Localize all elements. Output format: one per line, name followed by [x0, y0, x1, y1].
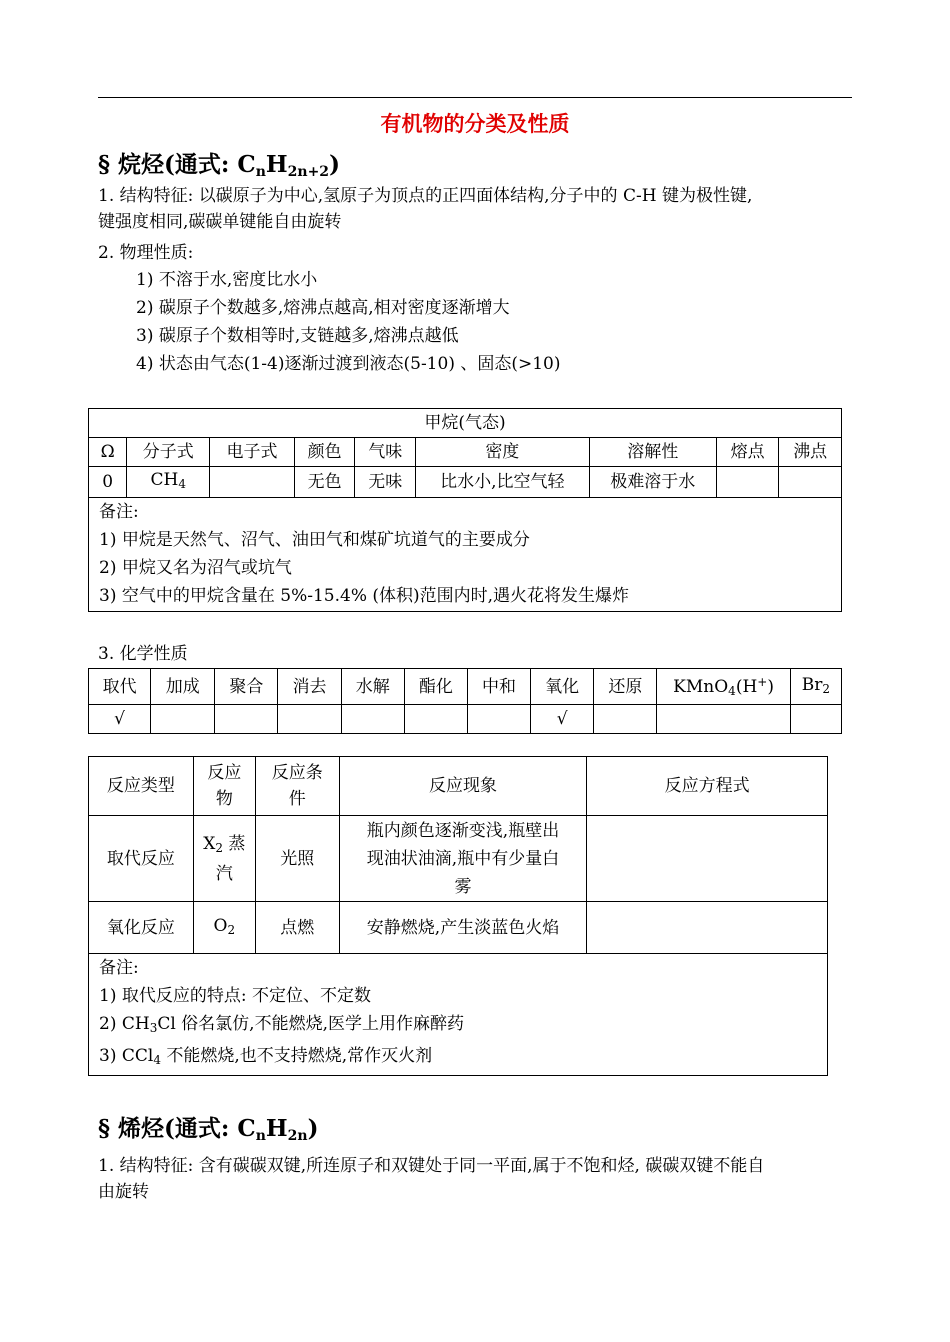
reaction-mark: [151, 705, 215, 734]
reaction-header: 消去: [278, 669, 341, 705]
reactant-text-b: 蒸: [223, 833, 246, 854]
header-cell: 气味: [355, 438, 416, 467]
reaction-header: 中和: [467, 669, 530, 705]
reaction-mark: √: [531, 705, 594, 734]
detail-header-line: 反应: [207, 763, 242, 783]
reaction-mark: [467, 705, 530, 734]
note-sub: 3: [149, 1021, 158, 1035]
detail-phenomenon: [339, 816, 587, 902]
detail-reactant: [193, 816, 255, 902]
kmno4-text: KMnO: [673, 677, 729, 697]
reaction-mark: [404, 705, 467, 734]
methane-notes: [89, 498, 842, 612]
note-text: Cl 俗名氯仿,不能燃烧,医学上用作麻醉药: [157, 1014, 464, 1034]
reactant-sub: 2: [227, 922, 236, 937]
alkene-structure-line2: 由旋转: [98, 1182, 149, 1202]
detail-header-reactant: [193, 757, 255, 816]
data-cell: 无色: [294, 467, 355, 498]
alkene-heading: [98, 1110, 318, 1144]
header-cell: 分子式: [127, 438, 210, 467]
reaction-mark: [278, 705, 341, 734]
formula-text: CH: [150, 470, 179, 490]
reaction-mark: [657, 705, 790, 734]
reaction-table: [88, 668, 842, 734]
note-label: 备注:: [99, 502, 139, 522]
detail-header: 反应方程式: [587, 757, 828, 816]
formula-cell: [127, 467, 210, 498]
detail-header-condition: [255, 757, 339, 816]
physical-title: 2. 物理性质:: [98, 243, 194, 263]
methane-table: [88, 408, 842, 612]
header-cell: Ω: [89, 438, 127, 467]
reaction-mark: [215, 705, 278, 734]
alkane-heading-text: § 烷烃(通式: C: [98, 151, 256, 178]
note-text: 2) CH: [99, 1014, 150, 1034]
detail-reactant: [193, 902, 255, 954]
data-cell: [716, 467, 779, 498]
note-sub: 4: [153, 1053, 161, 1067]
physical-item: 4) 状态由气态(1-4)逐渐过渡到液态(5-10) 、固态(>10): [136, 354, 561, 374]
detail-equation: [587, 816, 828, 902]
header-cell: 沸点: [779, 438, 842, 467]
reaction-mark: [790, 705, 841, 734]
note-item: [99, 1042, 827, 1074]
note-item: 1) 取代反应的特点: 不定位、不定数: [99, 986, 371, 1006]
alkane-heading-h: H: [265, 151, 288, 178]
header-rule: [98, 97, 852, 98]
data-cell: 无味: [355, 467, 416, 498]
physical-item: 1) 不溶于水,密度比水小: [136, 270, 318, 290]
note-label: 备注:: [99, 958, 139, 978]
detail-header-line: 件: [288, 789, 306, 809]
detail-notes: [89, 954, 828, 1076]
page-title: 有机物的分类及性质: [380, 111, 570, 136]
header-cell: 密度: [416, 438, 590, 467]
phenomenon-line: 现油状油滴,瓶中有少量白: [366, 848, 560, 869]
reaction-header: 酯化: [404, 669, 467, 705]
reactant-sub: 2: [215, 840, 223, 855]
alkene-structure: [98, 1153, 858, 1205]
header-cell: 颜色: [294, 438, 355, 467]
methane-caption: 甲烷(气态): [89, 409, 842, 438]
note-text: 3) CCl: [99, 1046, 154, 1066]
phenomenon-line: 瓶内颜色逐渐变浅,瓶壁出: [366, 820, 560, 841]
reaction-header: 取代: [89, 669, 151, 705]
alkane-structure: [98, 183, 858, 235]
alkene-heading-sub-n: n: [255, 1128, 266, 1144]
data-cell: [779, 467, 842, 498]
reactant-text-c: 汽: [215, 863, 233, 884]
kmno4-h: (H: [735, 677, 758, 697]
detail-header: 反应现象: [339, 757, 587, 816]
chemical-title: 3. 化学性质: [98, 644, 188, 664]
header-cell: 溶解性: [589, 438, 716, 467]
br-sub: 2: [822, 681, 830, 696]
reaction-header: 还原: [594, 669, 657, 705]
reaction-header-kmno4: [657, 669, 790, 705]
alkene-heading-end: ): [307, 1115, 319, 1142]
note-item: 1) 甲烷是天然气、沼气、油田气和煤矿坑道气的主要成分: [99, 530, 530, 550]
detail-equation: [587, 902, 828, 954]
reactant-text: O: [213, 915, 228, 936]
detail-type: 取代反应: [89, 816, 194, 902]
data-cell: 0: [89, 467, 127, 498]
reaction-header-br2: [790, 669, 841, 705]
phenomenon-line: 雾: [454, 876, 472, 897]
alkane-heading-sub-2n2: 2n+2: [287, 164, 330, 180]
note-item: 3) 空气中的甲烷含量在 5%-15.4% (体积)范围内时,遇火花将发生爆炸: [99, 586, 630, 606]
alkene-heading-sub-2n: 2n: [287, 1128, 308, 1144]
reaction-header: 聚合: [215, 669, 278, 705]
reaction-detail-table: [88, 756, 828, 1076]
reaction-mark: [594, 705, 657, 734]
alkane-heading: [98, 146, 340, 180]
alkane-heading-end: ): [329, 151, 340, 178]
note-item: 2) 甲烷又名为沼气或坑气: [99, 558, 292, 578]
detail-header: 反应类型: [89, 757, 194, 816]
alkane-heading-sub-n: n: [255, 164, 266, 180]
kmno4-sup: +: [757, 675, 768, 689]
reaction-mark: [341, 705, 404, 734]
alkane-structure-line1: 1. 结构特征: 以碳原子为中心,氢原子为顶点的正四面体结构,分子中的 C-H 键为极性键,: [98, 186, 753, 206]
reaction-header: 水解: [341, 669, 404, 705]
detail-type: 氧化反应: [89, 902, 194, 954]
note-text: 不能燃烧,也不支持燃烧,常作灭火剂: [160, 1046, 433, 1066]
header-cell: 熔点: [716, 438, 779, 467]
note-item: [99, 1010, 827, 1042]
detail-header-line: 反应条: [271, 763, 323, 783]
alkene-heading-h: H: [265, 1115, 288, 1142]
kmno4-sub: 4: [728, 684, 736, 698]
detail-phenomenon: 安静燃烧,产生淡蓝色火焰: [339, 902, 587, 954]
physical-item: 2) 碳原子个数越多,熔沸点越高,相对密度逐渐增大: [136, 298, 510, 318]
data-cell: 极难溶于水: [589, 467, 716, 498]
formula-sub: 4: [178, 477, 186, 491]
header-cell: 电子式: [210, 438, 295, 467]
kmno4-end: ): [767, 677, 774, 697]
reactant-text: X: [203, 833, 216, 854]
physical-list: [136, 266, 561, 378]
alkane-structure-line2: 键强度相同,碳碳单键能自由旋转: [98, 212, 342, 232]
data-cell: 比水小,比空气轻: [416, 467, 590, 498]
reaction-header: 加成: [151, 669, 215, 705]
br-text: Br: [801, 674, 823, 695]
physical-item: 3) 碳原子个数相等时,支链越多,熔沸点越低: [136, 326, 459, 346]
detail-condition: 点燃: [255, 902, 339, 954]
alkene-heading-text: § 烯烃(通式: C: [98, 1115, 256, 1142]
alkene-structure-line1: 1. 结构特征: 含有碳碳双键,所连原子和双键处于同一平面,属于不饱和烃, 碳碳双键不能自: [98, 1156, 765, 1176]
reaction-header: 氧化: [531, 669, 594, 705]
detail-condition: 光照: [255, 816, 339, 902]
detail-header-line: 物: [215, 789, 233, 809]
reaction-mark: √: [89, 705, 151, 734]
data-cell: [210, 467, 295, 498]
